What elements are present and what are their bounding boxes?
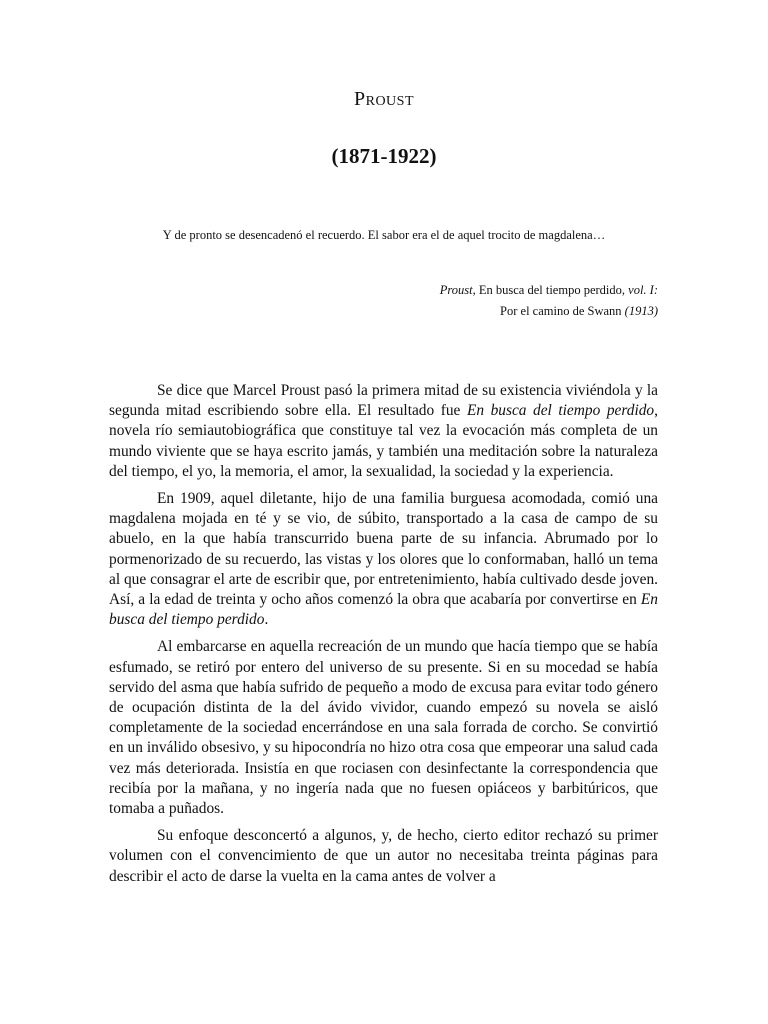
citation-author: Proust, (439, 283, 476, 297)
paragraph-4 (109, 826, 658, 887)
paragraph-text: . (264, 611, 269, 629)
paragraph-text: Su enfoque desconcertó a algunos, y, de hecho, cierto editor rechazó su primer volumen con el convencimiento de que un autor no necesitaba treinta páginas para describir el acto de darse la vuelta en la cama antes de volver a (109, 827, 658, 885)
paragraph-1 (109, 381, 658, 482)
epigraph-quote: Y de pronto se desencadenó el recuerdo. El sabor era el de aquel trocito de magdalena… (162, 228, 606, 242)
paragraph-text: Al embarcarse en aquella recreación de un mundo que hacía tiempo que se había esfumado, se retiró por entero del universo de su presente. Si en su mocedad se había servido del asma que había sufrido de pequeño a modo de excusa para evitar todo género de ocupación distinta de la del ávido vividor, cuando empezó su novela se aisló completamente de la sociedad encerrándose en una sala forrada de corcho. Se convirtió en un inválido obsesivo, y su hipocondría no hizo otra cosa que empeorar una salud cada vez más deteriorada. Insistía en que rociasen con desinfectante la correspondencia que recibía por la mañana, y no ingería nada que no fuesen opiáceos y barbitúricos, que tomaba a puñados. (109, 638, 658, 818)
paragraph-text: Se dice que Marcel Proust pasó la primera mitad de su existencia viviéndola y la segunda mitad escribiendo sobre ella. El resultado fue (109, 382, 658, 420)
citation-work-line (300, 283, 658, 298)
paragraph-italic-title: En busca del tiempo perdido (466, 402, 655, 420)
citation-volume: vol. I: (625, 283, 658, 297)
citation-work-title: En busca del tiempo perdido, (475, 283, 626, 297)
paragraph-italic-title: En busca del tiempo perdido (109, 591, 658, 629)
life-dates: (1871-1922) (331, 144, 437, 168)
page-title: Proust (353, 88, 415, 110)
paragraph-2 (109, 489, 658, 630)
body-text (109, 381, 658, 894)
citation-subtitle: Por el camino de Swann (500, 304, 622, 318)
citation-year: (1913) (621, 304, 658, 318)
paragraph-text: En 1909, aquel diletante, hijo de una familia burguesa acomodada, comió una magdalena mojada en té y se vio, de súbito, transportado a la casa de campo de su abuelo, en la que había transcurrido buena parte de su infancia. Abrumado por lo pormenorizado de su recuerdo, las vistas y los olores que lo conformaban, halló un tema al que consagrar el arte de escribir que, por entretenimiento, había cultivado desde joven. Así, a la edad de treinta y ocho años comenzó la obra que acabaría por convertirse en (109, 490, 658, 609)
paragraph-3 (109, 637, 658, 819)
paragraph-text: , novela río semiautobiográfica que constituye tal vez la evocación más completa de un mundo viviente que se haya escrito jamás, y también una meditación sobre la naturaleza del tiempo, el yo, la memoria, el amor, la sexualidad, la sociedad y la experiencia. (109, 402, 658, 480)
citation-subtitle-line (300, 304, 658, 319)
